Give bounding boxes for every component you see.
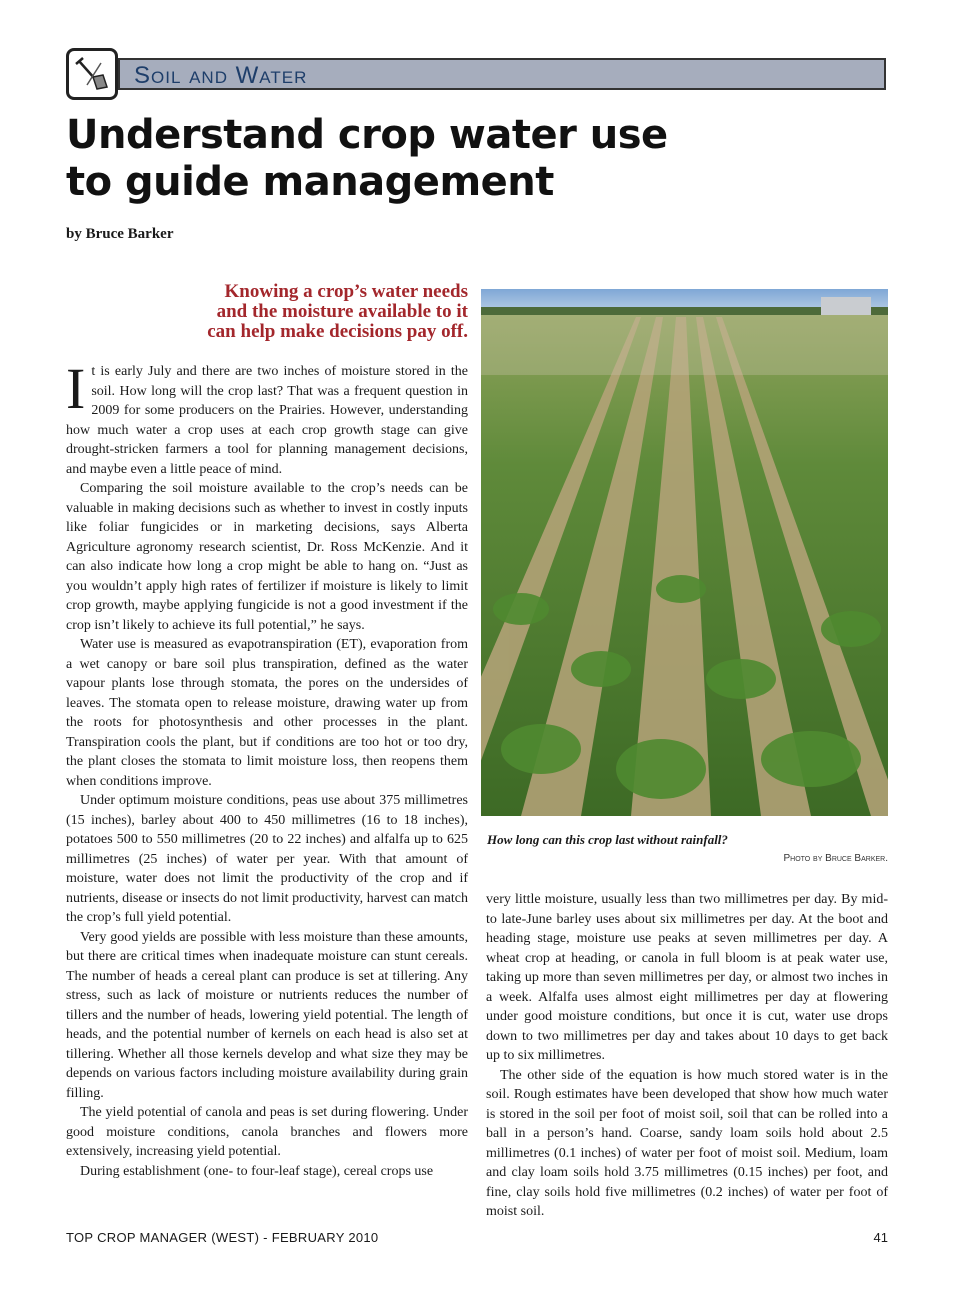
body-column-left [66, 356, 468, 1181]
paragraph: The yield potential of canola and peas is set during flowering. Under good moisture conditions, canola branches and flowers more extensively, increasing yield potential. [66, 1105, 468, 1159]
paragraph: The other side of the equation is how much stored water is in the soil. Rough estimates have been developed that show how much water is stored in the soil per foot of moist soil, soil that can be rolled into a ball in a person’s hand. Coarse, sandy loam soils hold about 2.5 millimetres (0.1 inches) of water per foot of moist soil. Medium, loam and clay loam soils hold 3.75 millimetres (0.15 inches) per foot, and fine, clay soils hold five millimetres (0.2 inches) of water per foot of moist soil. [486, 1067, 888, 1219]
deck-line-1: Knowing a crop’s water needs [224, 281, 468, 302]
paragraph: Very good yields are possible with less moisture than these amounts, but there are critical times when inadequate moisture can stunt cereals. The number of heads a cereal plant can produce is set at tillering. Any stress, such as lack of moisture or nutrients reduces the number of tillers and the number of heads, lowering yield potential. The length of heads, and the potential number of kernels on each head is also set at tillering. Whether all those kernels develop and what size they may be depends on various factors including moisture availability during grain filling. [66, 929, 468, 1101]
deck [166, 282, 468, 342]
photo-credit: Photo by Bruce Barker. [783, 853, 888, 864]
dropcap: I [66, 356, 86, 421]
paragraph: During establishment (one- to four-leaf stage), cereal crops use [80, 1163, 434, 1179]
crop-field-photo [481, 289, 888, 816]
section-band [118, 58, 886, 90]
section-label: Soil and Water [134, 62, 308, 89]
body-column-right [486, 890, 888, 1222]
paragraph: very little moisture, usually less than two millimetres per day. By mid- to late-June barley uses about six millimetres per day. At the boot and heading stage, moisture use peaks at seven millimetres per day. A wheat crop at heading, or canola in full bloom is at peak water use, taking up more than seven millimetres per day, or almost two inches in a week. Alfalfa uses almost eight millimetres per day at flowering under good moisture conditions, but once it is cut, water use drops down to two millimetres per day and takes about 10 days to get back up to six millimetres. [486, 892, 888, 1063]
article-title [66, 112, 686, 206]
title-line-1: Understand crop water use [66, 112, 668, 158]
paragraph-text: t is early July and there are two inches of moisture stored in the soil. How long will the crop last? That was a frequent question in 2009 for some producers on the Prairies. However, understanding how much water a crop uses at each crop growth stage can give drought-stricken farmers a tool for planning management decisions, and maybe even a little peace of mind. [66, 364, 468, 477]
paragraph: Water use is measured as evapotranspiration (ET), evaporation from a wet canopy or bare soil plus transpiration, defined as the water vapour plants lose through stomata, the pores on the undersides of leaves. The stomata open to release moisture, drawing water up from the roots for photosynthesis and other processes in the plant. Transpiration cools the plant, but if conditions are too hot or too dry, the plant closes the stomata to limit moisture loss, then reopens them when conditions improve. [66, 637, 468, 789]
footer-publication: TOP CROP MANAGER (WEST) - FEBRUARY 2010 [66, 1230, 379, 1245]
page-number: 41 [873, 1230, 888, 1245]
shovel-icon [66, 48, 118, 100]
byline: by Bruce Barker [66, 226, 174, 242]
paragraph [66, 356, 468, 479]
deck-line-3: can help make decisions pay off. [207, 321, 468, 342]
section-header [66, 48, 888, 102]
paragraph: Comparing the soil moisture available to the crop’s needs can be valuable in making decisions such as whether to invest in costly inputs like foliar fungicides or in marketing decisions, says Alberta Agriculture agronomy research scientist, Dr. Ross McKenzie. And it can also indicate how long a crop might be able to hang on. “Just as you wouldn’t apply high rates of fertilizer if moisture is likely to limit crop growth, maybe applying fungicide is not a good investment if the crop isn’t likely to achieve its full potential,” he says. [66, 481, 468, 633]
paragraph: Under optimum moisture conditions, peas use about 375 millimetres (15 inches), barley about 400 to 450 millimetres (16 to 18 inches), potatoes 500 to 550 millimetres (20 to 22 inches) and alfalfa up to 625 millimetres (25 inches) of water per year. With that amount of moisture, water does not limit the productivity of the crop and if nutrients, disease or insects do not limit productivity, harvest can match the crop’s full yield potential. [66, 793, 468, 925]
deck-line-2: and the moisture available to it [216, 301, 468, 322]
title-line-2: to guide management [66, 159, 554, 205]
photo-caption: How long can this crop last without rainfall? [487, 832, 728, 847]
